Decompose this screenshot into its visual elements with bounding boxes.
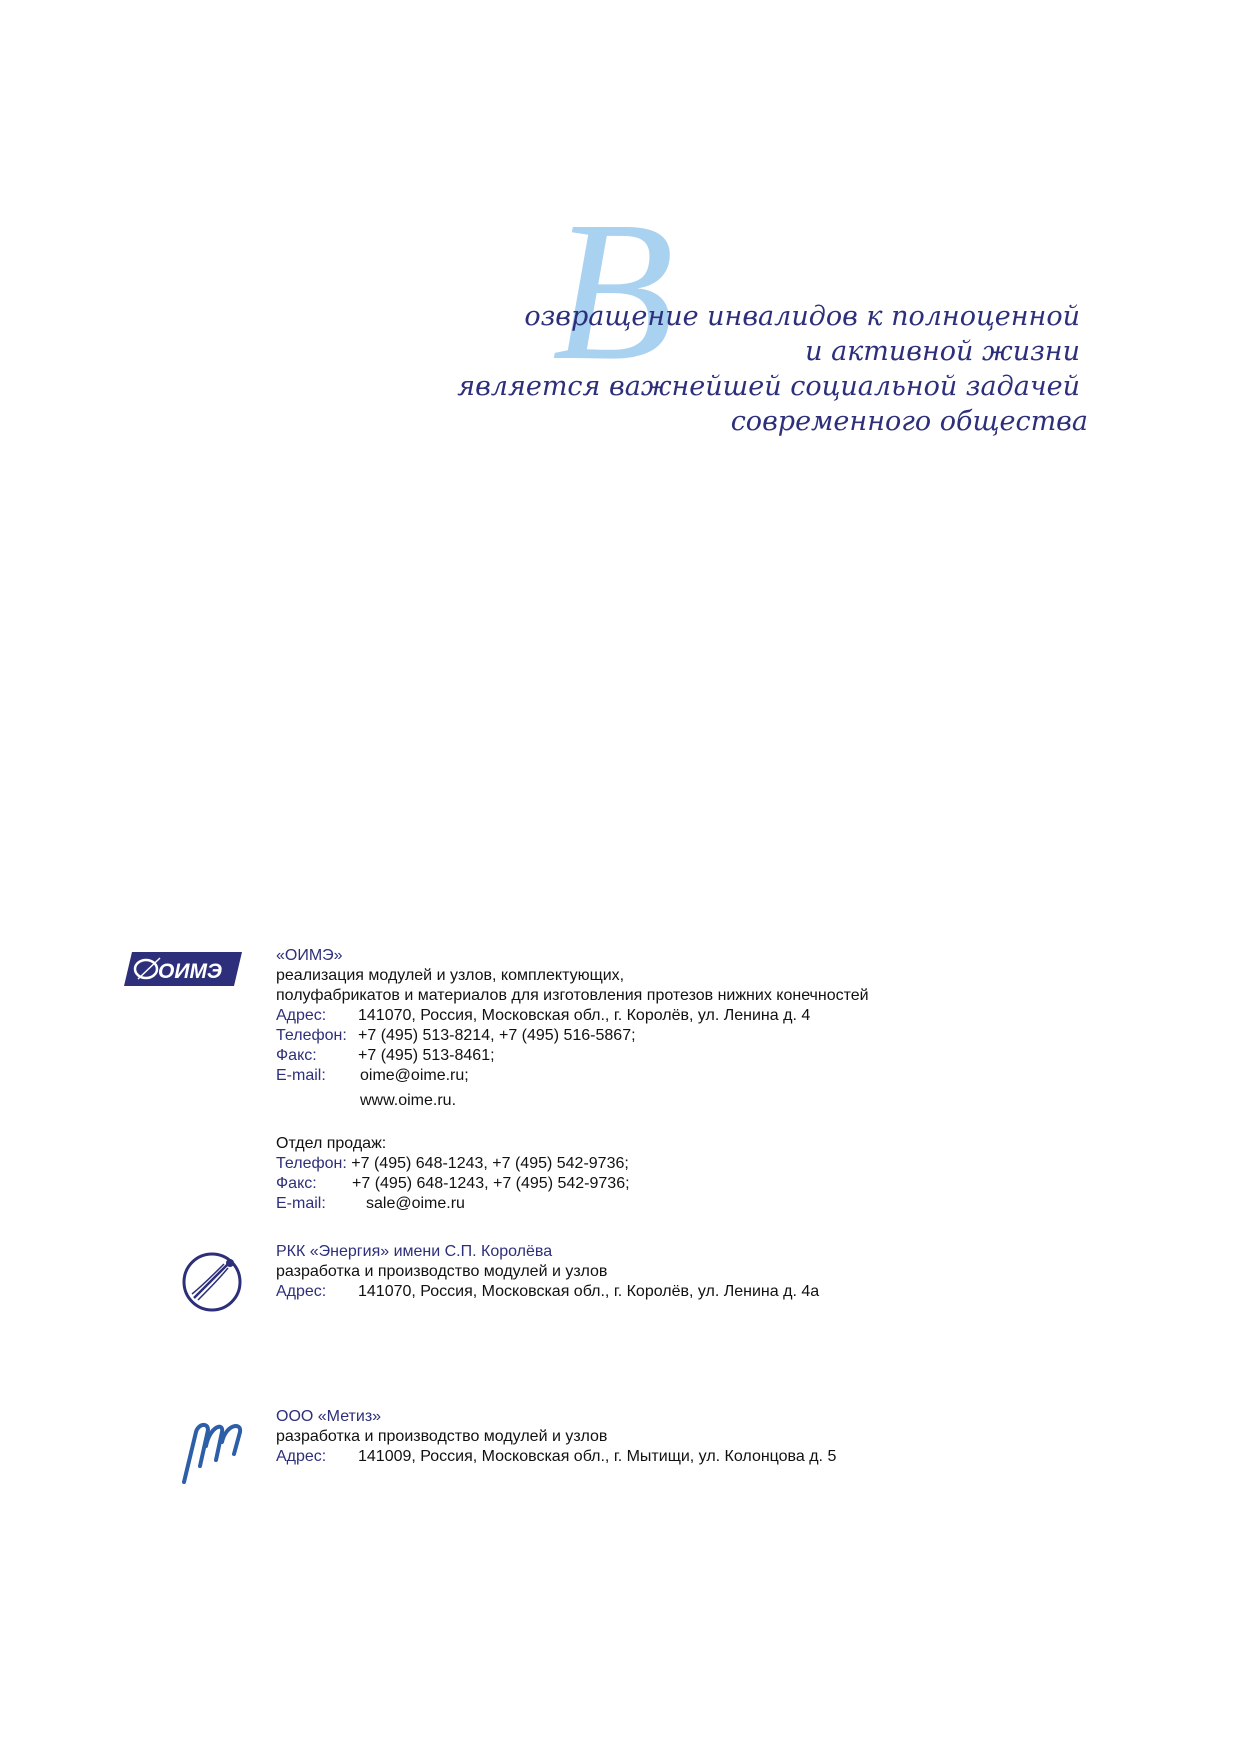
fax-label: Факс:	[276, 1175, 317, 1192]
oime-logo-icon	[124, 952, 242, 986]
slogan-line-3: является важнейшей социальной задачей	[457, 371, 1080, 402]
oime-logo-text: ОИМЭ	[158, 960, 223, 983]
metiz-logo-icon	[182, 1416, 246, 1484]
org-energia-name: РКК «Энергия» имени С.П. Королёва	[276, 1243, 553, 1260]
address-label: Адрес:	[276, 1283, 327, 1300]
address-value: 141009, Россия, Московская обл., г. Мытищи, ул. Колонцова д. 5	[358, 1448, 837, 1465]
email-link[interactable]: oime@oime.ru;	[360, 1067, 469, 1084]
slogan	[457, 181, 1140, 460]
sales-email	[276, 1194, 630, 1214]
org-oime-desc-2: полуфабрикатов и материалов для изготовления протезов нижних конечностей	[276, 987, 869, 1004]
website-link[interactable]: www.oime.ru.	[360, 1092, 457, 1109]
address-label: Адрес:	[276, 1007, 327, 1024]
org-oime-phone	[276, 1026, 869, 1046]
org-metiz-address	[276, 1447, 836, 1467]
address-value: 141070, Россия, Московская обл., г. Королёв, ул. Ленина д. 4а	[358, 1283, 820, 1300]
phone-value: +7 (495) 513-8214, +7 (495) 516-5867;	[358, 1027, 636, 1044]
energia-logo-icon	[180, 1250, 244, 1314]
org-oime-name: «ОИМЭ»	[276, 947, 343, 964]
org-metiz-name: ООО «Метиз»	[276, 1408, 382, 1425]
org-oime	[276, 946, 869, 1111]
phone-value: +7 (495) 648-1243, +7 (495) 542-9736;	[351, 1155, 629, 1172]
org-metiz-desc: разработка и производство модулей и узлов	[276, 1428, 608, 1445]
sales-title: Отдел продаж:	[276, 1135, 387, 1152]
address-value: 141070, Россия, Московская обл., г. Королёв, ул. Ленина д. 4	[358, 1007, 811, 1024]
fax-label: Факс:	[276, 1047, 317, 1064]
org-oime-desc-1: реализация модулей и узлов, комплектующих,	[276, 967, 625, 984]
phone-label: Телефон:	[276, 1155, 347, 1172]
slogan-initial: В	[552, 181, 675, 402]
sales-fax	[276, 1174, 630, 1194]
sales-department	[276, 1134, 630, 1214]
org-oime-fax	[276, 1046, 869, 1066]
fax-value: +7 (495) 648-1243, +7 (495) 542-9736;	[352, 1175, 630, 1192]
org-oime-website	[276, 1091, 869, 1111]
fax-value: +7 (495) 513-8461;	[358, 1047, 495, 1064]
address-label: Адрес:	[276, 1448, 327, 1465]
email-link[interactable]: sale@oime.ru	[366, 1195, 465, 1212]
org-metiz	[276, 1407, 836, 1467]
phone-label: Телефон:	[276, 1027, 347, 1044]
org-energia-address	[276, 1282, 819, 1302]
org-oime-email	[276, 1066, 869, 1086]
org-energia-desc: разработка и производство модулей и узлов	[276, 1263, 608, 1280]
slogan-line-1: озвращение инвалидов к полноценной	[524, 301, 1080, 332]
email-label: E-mail:	[276, 1195, 326, 1212]
org-oime-address	[276, 1006, 869, 1026]
slogan-line-4: современного общества	[730, 406, 1088, 437]
email-label: E-mail:	[276, 1067, 326, 1084]
org-energia	[276, 1242, 819, 1302]
sales-phone	[276, 1154, 630, 1174]
slogan-line-2: и активной жизни	[805, 336, 1080, 367]
